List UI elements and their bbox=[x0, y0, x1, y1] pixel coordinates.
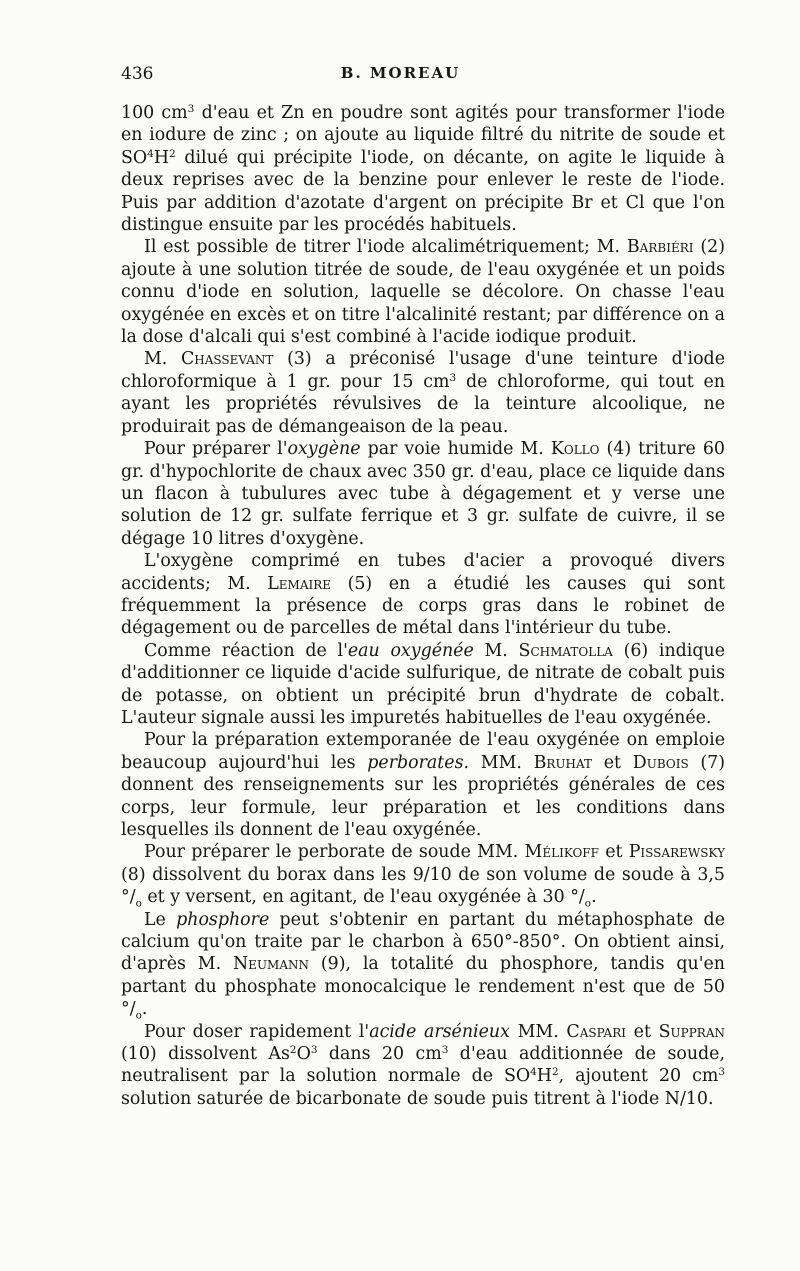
emphasized-term: acide arsénieux bbox=[369, 1021, 510, 1042]
text-run: o bbox=[135, 897, 142, 910]
text-run: 100 cm bbox=[121, 103, 188, 123]
text-run: H bbox=[536, 1066, 552, 1087]
text-run: 2 bbox=[289, 1043, 297, 1056]
text-run: . bbox=[591, 887, 597, 908]
text-run: Le bbox=[144, 909, 177, 930]
text-run: 3 bbox=[441, 1043, 449, 1056]
text-run: 3 bbox=[310, 1043, 318, 1056]
text-run: Pour préparer l' bbox=[144, 439, 288, 460]
text-run: o bbox=[135, 1009, 142, 1022]
running-head-author: B. MOREAU bbox=[340, 64, 461, 82]
author-name: Neumann bbox=[232, 954, 310, 975]
text-run: par voie humide M. bbox=[360, 439, 551, 460]
emphasized-term: perborates. bbox=[367, 752, 470, 773]
text-run: dans 20 cm bbox=[317, 1044, 442, 1065]
text-run: o bbox=[584, 897, 592, 910]
text-run: MM. bbox=[469, 752, 534, 773]
text-run: , ajoutent 20 cm bbox=[558, 1066, 719, 1087]
author-name: Lemaire bbox=[267, 573, 332, 594]
text-run: 4 bbox=[530, 1066, 537, 1079]
author-name: Schmatolla bbox=[518, 640, 613, 661]
text-run: L'oxygène comprimé en tubes d'acier a provoqué divers accidents; M. bbox=[121, 551, 725, 594]
text-run: (7) donnent des renseignements sur les propriétés générales de ces corps, leur formule, leur préparation et les conditions dans lesquelles ils donnent de l'eau oxygénée. bbox=[121, 752, 726, 840]
text-run: de chloroforme, qui tout en ayant les propriétés révulsives de la teinture alcoolique, ne produirait pas de démangeaison de la peau. bbox=[121, 371, 725, 437]
text-run: 3 bbox=[718, 1066, 725, 1079]
paragraph bbox=[121, 236, 725, 348]
author-name: Barbiéri bbox=[626, 237, 694, 258]
text-run: Il est possible de titrer l'iode alcalimétriquement; M. bbox=[144, 237, 627, 258]
author-name: Caspari bbox=[566, 1021, 626, 1042]
text-run: et bbox=[598, 842, 629, 863]
text-run: peut s'obtenir en partant du métaphosphate de calcium qu'on traite par le charbon à 650°-850°. On obtient ainsi, d'après M. bbox=[121, 909, 725, 975]
text-run: M. bbox=[144, 349, 181, 370]
text-run: Pour doser rapidement l' bbox=[144, 1021, 370, 1042]
paragraph bbox=[121, 841, 725, 908]
emphasized-term: phosphore bbox=[176, 909, 270, 930]
text-run: (9), la totalité du phosphore, tandis qu'en partant du phosphate monocalcique le rendement n'est que de 50 °/ bbox=[121, 954, 725, 1020]
text-run: (2) ajoute à une solution titrée de soude, de l'eau oxygénée et un poids connu d'iode en solution, laquelle se décolore. On chasse l'eau oxygénée en excès et on titre l'alcalinité restant; par différence on a la dose d'alcali qui s'est combiné à l'acide iodique produit. bbox=[121, 237, 725, 348]
text-run: (5) en a étudié les causes qui sont fréquemment la présence de corps gras dans le robinet de dégagement ou de parcelles de métal dans l'intérieur du tube. bbox=[121, 573, 726, 639]
author-name: Chassevant bbox=[180, 349, 274, 370]
text-run: et bbox=[626, 1021, 659, 1042]
text-run: MM. bbox=[509, 1021, 567, 1042]
emphasized-term: oxygène bbox=[287, 439, 361, 460]
author-name: Dubois bbox=[632, 752, 689, 773]
text-run: 4 bbox=[147, 147, 154, 160]
text-run: (6) indique d'additionner ce liquide d'acide sulfurique, de nitrate de cobalt puis de potasse, on obtient un précipité brun d'hydrate de cobalt. L'auteur signale aussi les impuretés habituelles de l'eau oxygénée. bbox=[121, 640, 725, 728]
text-run: . bbox=[141, 999, 148, 1020]
text-run: (4) triture 60 gr. d'hypochlorite de chaux avec 350 gr. d'eau, place ce liquide dans un flacon à tubulures avec tube à dégagement et y verse une solution de 12 gr. sulfate ferrique et 3 gr. sulfate de cuivre, il se dégage 10 litres d'oxygène. bbox=[121, 439, 725, 549]
emphasized-term: eau oxygénée bbox=[347, 640, 474, 661]
paragraph bbox=[121, 640, 725, 730]
page-number: 436 bbox=[121, 64, 154, 84]
text-run: 3 bbox=[187, 102, 195, 115]
text-run: 3 bbox=[449, 371, 457, 384]
text-run: d'eau et Zn en poudre sont agités pour transformer l'iode en iodure de zinc ; on ajoute au liquide filtré du nitrite de soude et SO bbox=[121, 103, 725, 168]
text-run: d'eau additionnée de soude, neutralisent par la solution normale de SO bbox=[121, 1044, 726, 1087]
author-name: Bruhat bbox=[533, 752, 593, 773]
paragraph bbox=[121, 102, 725, 236]
text-run: solution saturée de bicarbonate de soude puis titrent à l'iode N/10. bbox=[121, 1088, 714, 1109]
text-run: 2 bbox=[551, 1066, 559, 1079]
text-run: M. bbox=[473, 640, 519, 661]
paragraph bbox=[121, 438, 725, 550]
author-name: Pissarewsky bbox=[628, 842, 725, 863]
text-run: Comme réaction de l' bbox=[144, 640, 348, 661]
running-header bbox=[121, 64, 680, 90]
author-name: Mélikoff bbox=[524, 842, 599, 863]
author-name: Suppran bbox=[658, 1021, 725, 1042]
body-text bbox=[121, 102, 725, 1110]
text-run: Pour préparer le perborate de soude MM. bbox=[144, 842, 525, 863]
paragraph bbox=[121, 348, 725, 438]
text-run: dilué qui précipite l'iode, on décante, on agite le liquide à deux reprises avec de la benzine pour enlever le reste de l'iode. Puis par addition d'azotate d'argent on précipite Br et Cl que l'on distingue ensuite par les procédés habituels. bbox=[121, 147, 725, 236]
text-run: Pour la préparation extemporanée de l'eau oxygénée on emploie beaucoup aujourd'hui les bbox=[121, 730, 725, 773]
text-run: (10) dissolvent As bbox=[121, 1044, 290, 1065]
paragraph bbox=[121, 729, 725, 841]
text-run: 2 bbox=[169, 147, 176, 160]
text-run: (3) a préconisé l'usage d'une teinture d'iode chloroformique à 1 gr. pour 15 cm bbox=[121, 349, 725, 392]
text-run: et y versent, en agitant, de l'eau oxygénée à 30 °/ bbox=[141, 887, 585, 908]
text-run: O bbox=[296, 1044, 311, 1065]
author-name: Kollo bbox=[550, 439, 600, 460]
text-run: et bbox=[592, 752, 633, 773]
text-run: (8) dissolvent du borax dans les 9/10 de son volume de soude à 3,5 °/ bbox=[121, 864, 725, 908]
paragraph bbox=[121, 550, 725, 640]
paragraph bbox=[121, 1021, 725, 1111]
text-run: H bbox=[153, 147, 169, 168]
paragraph bbox=[121, 909, 725, 1021]
